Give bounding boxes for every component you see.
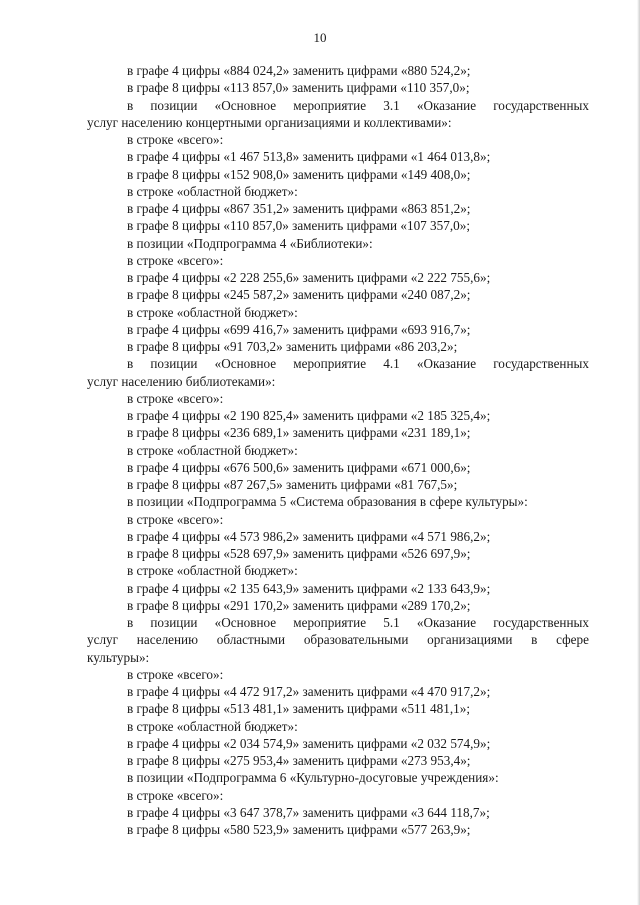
text-line: услуг населению библиотеками»:: [87, 373, 276, 389]
document-body: [87, 62, 589, 838]
text-line: в строке «областной бюджет»:: [127, 183, 298, 199]
text-line: услуг населению областными образовательными организациями в сфере: [87, 632, 589, 648]
text-line: в графе 8 цифры «110 857,0» заменить цифрами «107 357,0»;: [127, 218, 470, 234]
text-line: в строке «всего»:: [127, 787, 224, 803]
text-line: в графе 8 цифры «245 587,2» заменить цифрами «240 087,2»;: [127, 287, 471, 303]
text-line: в строке «всего»:: [127, 390, 224, 406]
text-line: в графе 4 цифры «1 467 513,8» заменить цифрами «1 464 013,8»;: [127, 149, 491, 165]
text-line: в графе 4 цифры «867 351,2» заменить цифрами «863 851,2»;: [127, 201, 471, 216]
text-line: в позиции «Основное мероприятие 3.1 «Оказание государственных: [127, 97, 589, 113]
text-line: в графе 8 цифры «236 689,1» заменить цифрами «231 189,1»;: [127, 425, 471, 441]
text-line: в графе 4 цифры «4 472 917,2» заменить цифрами «4 470 917,2»;: [127, 684, 491, 699]
text-line: в графе 8 цифры «152 908,0» заменить цифрами «149 408,0»;: [127, 166, 471, 182]
text-line: в графе 8 цифры «513 481,1» заменить цифрами «511 481,1»;: [127, 701, 470, 717]
text-line: в графе 8 цифры «580 523,9» заменить цифрами «577 263,9»;: [127, 822, 471, 837]
text-line: в графе 8 цифры «528 697,9» заменить цифрами «526 697,9»;: [127, 546, 471, 561]
text-line: в строке «областной бюджет»:: [127, 718, 298, 734]
text-line: услуг населению концертными организациями и коллективами»:: [87, 114, 452, 130]
text-line: в графе 8 цифры «91 703,2» заменить цифрами «86 203,2»;: [127, 339, 458, 354]
text-line: в строке «областной бюджет»:: [127, 563, 298, 579]
text-line: в графе 4 цифры «2 135 643,9» заменить цифрами «2 133 643,9»;: [127, 580, 491, 596]
text-line: в графе 4 цифры «3 647 378,7» заменить цифрами «3 644 118,7»;: [127, 804, 490, 820]
text-line: в позиции «Подпрограмма 4 «Библиотеки»:: [127, 235, 373, 251]
text-line: в строке «всего»:: [127, 252, 224, 268]
text-line: в графе 4 цифры «699 416,7» заменить цифрами «693 916,7»;: [127, 321, 471, 337]
text-line: в строке «всего»:: [127, 666, 224, 682]
text-line: в строке «всего»:: [127, 511, 224, 527]
text-line: в графе 8 цифры «87 267,5» заменить цифрами «81 767,5»;: [127, 477, 458, 492]
text-line: в графе 8 цифры «291 170,2» заменить цифрами «289 170,2»;: [127, 597, 471, 613]
text-line: в графе 4 цифры «2 034 574,9» заменить цифрами «2 032 574,9»;: [127, 735, 491, 751]
text-line: в графе 4 цифры «676 500,6» заменить цифрами «671 000,6»;: [127, 459, 471, 475]
text-line: в графе 4 цифры «4 573 986,2» заменить цифрами «4 571 986,2»;: [127, 528, 491, 544]
text-line: в позиции «Подпрограмма 5 «Система образования в сфере культуры»:: [127, 494, 528, 510]
text-line: в графе 4 цифры «2 228 255,6» заменить цифрами «2 222 755,6»;: [127, 270, 491, 285]
text-line: культуры»:: [87, 649, 150, 665]
text-line: в строке «областной бюджет»:: [127, 304, 298, 320]
text-line: в строке «всего»:: [127, 132, 224, 147]
text-line: в графе 8 цифры «275 953,4» заменить цифрами «273 953,4»;: [127, 753, 471, 768]
text-line: в строке «областной бюджет»:: [127, 442, 298, 458]
text-line: в графе 8 цифры «113 857,0» заменить цифрами «110 357,0»;: [127, 80, 470, 96]
text-line: в графе 4 цифры «884 024,2» заменить цифрами «880 524,2»;: [127, 63, 471, 78]
text-line: в позиции «Основное мероприятие 4.1 «Оказание государственных: [127, 356, 589, 372]
text-line: в позиции «Основное мероприятие 5.1 «Оказание государственных: [127, 615, 589, 630]
text-line: в позиции «Подпрограмма 6 «Культурно-досуговые учреждения»:: [127, 770, 499, 786]
text-line: в графе 4 цифры «2 190 825,4» заменить цифрами «2 185 325,4»;: [127, 408, 491, 423]
page-number: 10: [313, 30, 327, 45]
